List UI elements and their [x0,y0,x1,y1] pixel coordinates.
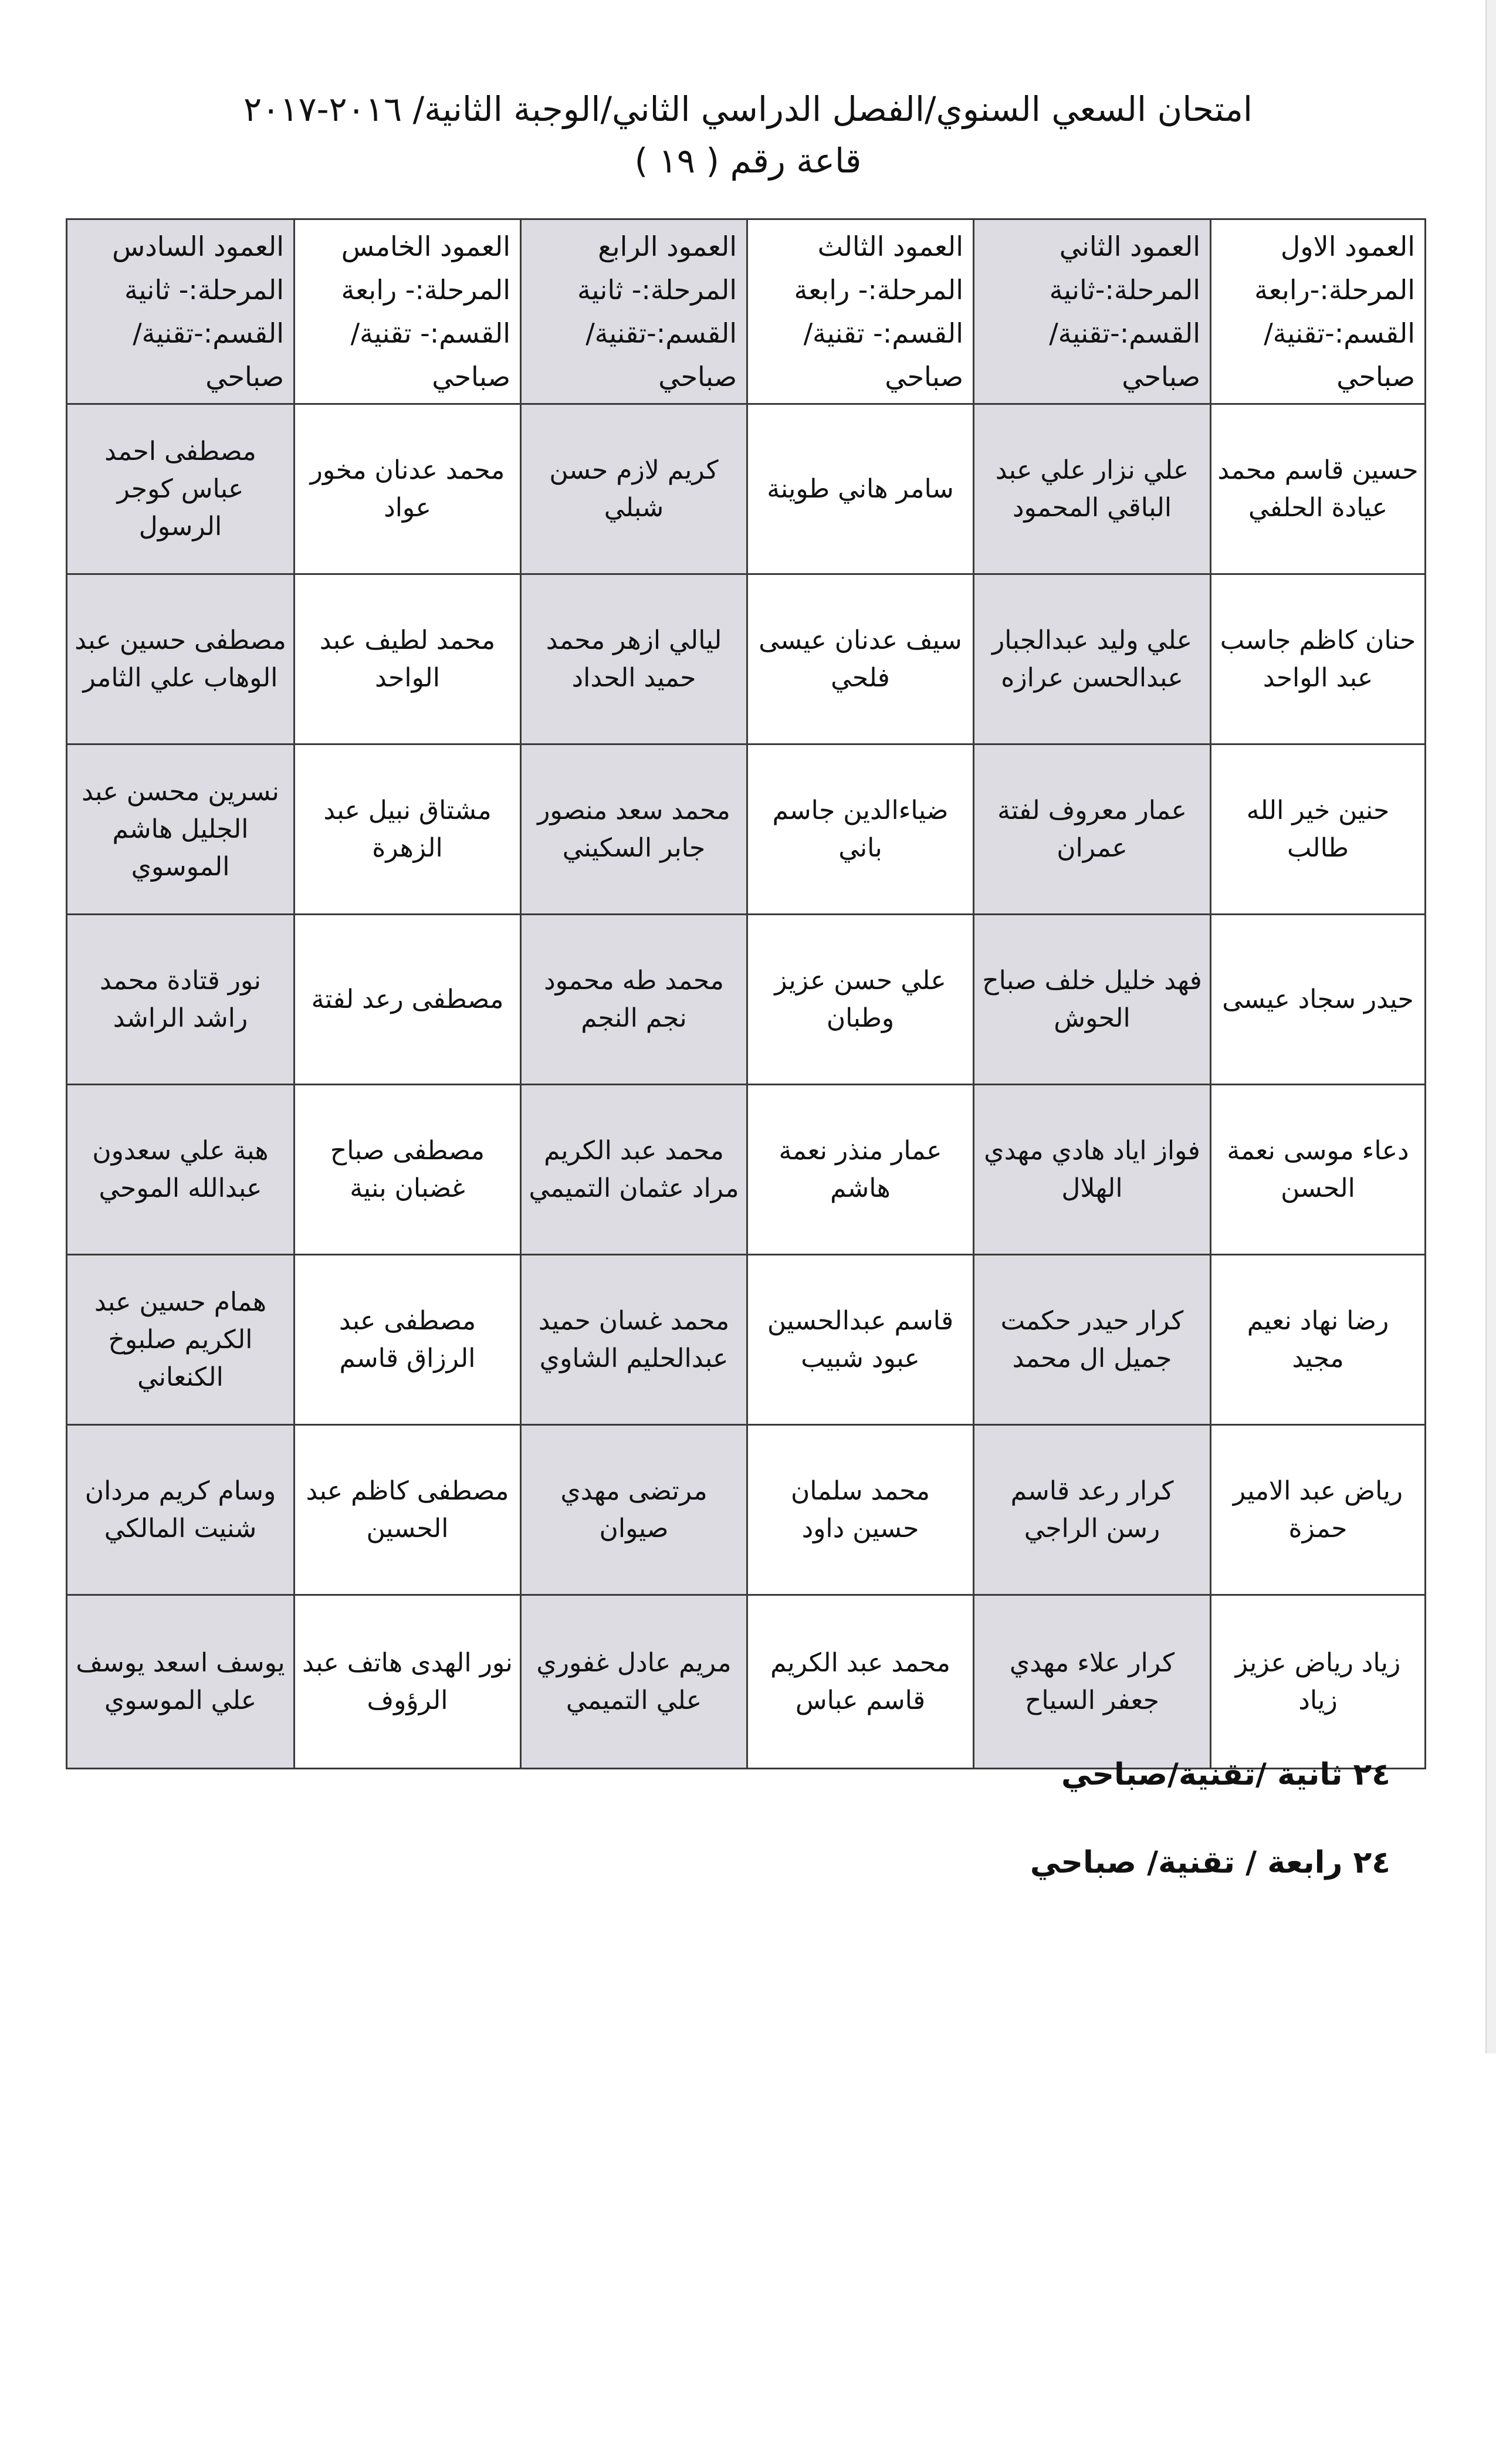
seat-cell: محمد طه محمود نجم النجم [521,915,747,1085]
seat-cell: دعاء موسى نعمة الحسن [1211,1085,1426,1255]
column-stage: المرحلة:- رابعة [794,274,963,306]
seat-cell: حيدر سجاد عيسى [1211,915,1426,1085]
seat-cell: مصطفى حسين عبد الوهاب علي الثامر [67,574,295,744]
seat-row [67,1085,1426,1255]
seat-cell: مصطفى صباح غضبان بنية [295,1085,521,1255]
column-dept: القسم:- تقنية/صباحي [350,317,510,392]
seat-cell: محمد غسان حميد عبدالحليم الشاوي [521,1255,747,1425]
column-header-5 [295,219,521,404]
seat-row [67,1255,1426,1425]
column-stage: المرحلة:- ثانية [577,274,737,306]
seat-cell: محمد عبد الكريم قاسم عباس [747,1595,974,1769]
seat-cell: مصطفى رعد لفتة [295,915,521,1085]
column-dept: القسم:- تقنية/صباحي [803,317,963,392]
seat-cell: فهد خليل خلف صباح الحوش [974,915,1211,1085]
seat-cell: حنان كاظم جاسب عبد الواحد [1211,574,1426,744]
seat-cell: كريم لازم حسن شبلي [521,404,747,574]
column-stage: المرحلة:- ثانية [124,274,284,306]
seat-cell: محمد عدنان مخور عواد [295,404,521,574]
seat-row [67,1425,1426,1595]
seat-cell: فواز اياد هادي مهدي الهلال [974,1085,1211,1255]
seat-cell: كرار علاء مهدي جعفر السياح [974,1595,1211,1769]
page-edge [1485,0,1496,2053]
column-stage: المرحلة:-رابعة [1254,274,1415,306]
seat-cell: حنين خير الله طالب [1211,744,1426,915]
seat-cell: كرار رعد قاسم رسن الراجي [974,1425,1211,1595]
seat-cell: مشتاق نبيل عبد الزهرة [295,744,521,915]
seat-cell: سامر هاني طوينة [747,404,974,574]
column-dept: القسم:-تقنية/صباحي [1049,317,1200,392]
seat-cell: عمار منذر نعمة هاشم [747,1085,974,1255]
seat-row [67,574,1426,744]
column-name: العمود الخامس [341,231,510,262]
seat-cell: مصطفى احمد عباس كوجر الرسول [67,404,295,574]
seat-row [67,1595,1426,1769]
seat-cell: حسين قاسم محمد عيادة الحلفي [1211,404,1426,574]
seat-cell: مرتضى مهدي صيوان [521,1425,747,1595]
seat-cell: مريم عادل غفوري علي التميمي [521,1595,747,1769]
seat-cell: مصطفى كاظم عبد الحسين [295,1425,521,1595]
column-dept: القسم:-تقنية/صباحي [133,317,284,392]
column-dept: القسم:-تقنية/صباحي [1264,317,1415,392]
column-header-2 [974,219,1211,404]
seat-cell: محمد سعد منصور جابر السكيني [521,744,747,915]
seat-cell: علي وليد عبدالجبار عبدالحسن عرازه [974,574,1211,744]
seat-row [67,404,1426,574]
room-number: قاعة رقم ( ١٩ ) [634,141,862,181]
footer-count-second: ٢٤ ثانية /تقنية/صباحي [1061,1757,1390,1792]
seat-cell: ليالي ازهر محمد حميد الحداد [521,574,747,744]
column-name: العمود الرابع [598,231,737,262]
seat-cell: نسرين محسن عبد الجليل هاشم الموسوي [67,744,295,915]
seat-row [67,744,1426,915]
column-name: العمود السادس [112,231,284,262]
seating-table [66,218,1426,1769]
seat-cell: محمد عبد الكريم مراد عثمان التميمي [521,1085,747,1255]
seat-cell: يوسف اسعد يوسف علي الموسوي [67,1595,295,1769]
seat-row [67,915,1426,1085]
seat-cell: رياض عبد الامير حمزة [1211,1425,1426,1595]
column-dept: القسم:-تقنية/صباحي [585,317,737,392]
column-stage: المرحلة:- رابعة [341,274,510,306]
seat-cell: علي حسن عزيز وطبان [747,915,974,1085]
seat-cell: نور الهدى هاتف عبد الرؤوف [295,1595,521,1769]
seat-cell: وسام كريم مردان شنيت المالكي [67,1425,295,1595]
seat-cell: مصطفى عبد الرزاق قاسم [295,1255,521,1425]
seat-cell: قاسم عبدالحسين عبود شبيب [747,1255,974,1425]
seat-cell: محمد لطيف عبد الواحد [295,574,521,744]
column-name: العمود الاول [1280,231,1415,262]
column-header-3 [747,219,974,404]
column-name: العمود الثالث [817,231,963,262]
seat-cell: سيف عدنان عيسى فلحي [747,574,974,744]
seat-cell: عمار معروف لفتة عمران [974,744,1211,915]
seat-cell: محمد سلمان حسين داود [747,1425,974,1595]
column-stage: المرحلة:-ثانية [1049,274,1200,306]
column-name: العمود الثاني [1059,231,1200,262]
column-header-1 [1211,219,1426,404]
column-header-4 [521,219,747,404]
header-row [67,219,1426,404]
page-title: امتحان السعي السنوي/الفصل الدراسي الثاني/الوجبة الثانية/ ٢٠١٦-٢٠١٧ [243,89,1253,129]
seat-cell: همام حسين عبد الكريم صلبوخ الكنعاني [67,1255,295,1425]
seat-cell: نور قتادة محمد راشد الراشد [67,915,295,1085]
seat-cell: كرار حيدر حكمت جميل ال محمد [974,1255,1211,1425]
seat-cell: ضياءالدين جاسم باني [747,744,974,915]
seat-cell: هبة علي سعدون عبدالله الموحي [67,1085,295,1255]
seat-cell: رضا نهاد نعيم مجيد [1211,1255,1426,1425]
seat-cell: زياد رياض عزيز زياد [1211,1595,1426,1769]
seat-cell: علي نزار علي عبد الباقي المحمود [974,404,1211,574]
column-header-6 [67,219,295,404]
footer-count-fourth: ٢٤ رابعة / تقنية/ صباحي [1030,1845,1390,1880]
